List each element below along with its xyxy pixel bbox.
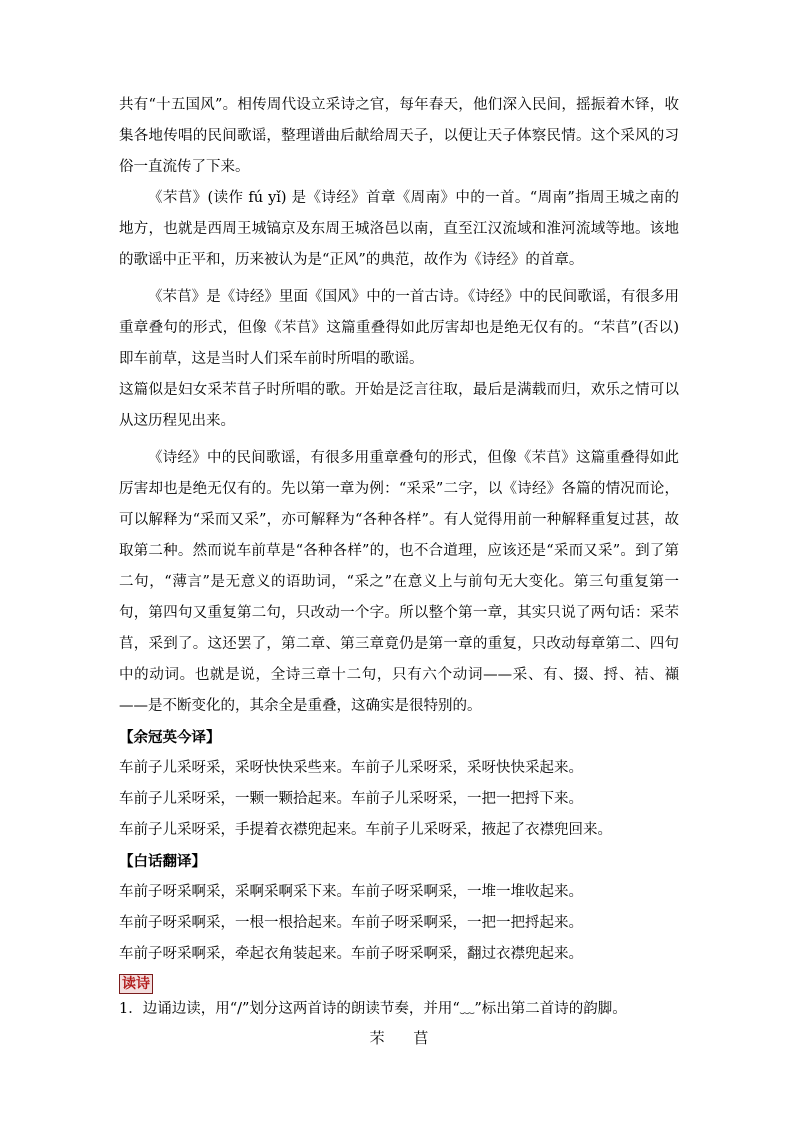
vernacular-translation-line: 车前子呀采啊采，采啊采啊采下来。车前子呀采啊采，一堆一堆收起来。	[119, 884, 583, 900]
read-poem-tag-row	[119, 973, 679, 995]
yu-translation-line: 车前子儿采呀采，采呀快快采些来。车前子儿采呀采，采呀快快采起来。	[119, 760, 583, 776]
paragraph-repetition-analysis: 《诗经》中的民间歌谣，有很多用重章叠句的形式，但像《芣苢》这篇重叠得如此厉害却也是绝无仅有的。先以第一章为例：“采采”二字，以《诗经》各篇的情况而论，可以解释为“采而又采”，亦可解释为“各种各样”。有人觉得用前一种解释重复过甚，故取第二种。然而说车前草是“各种各样”的，也不合道理，应该还是“采而又采”。到了第二句，“薄言”是无意义的语助词，“采之”在意义上与前句无大变化。第三句重复第一句，第四句又重复第二句，只改动一个字。所以整个第一章，其实只说了两句话：采芣苢，采到了。这还罢了，第二章、第三章竟仍是第一章的重复，只改动每章第二、四句中的动词。也就是说，全诗三章十二句，只有六个动词——采、有、掇、捋、袺、襭——是不断变化的，其余全是重叠，这确实是很特别的。	[119, 450, 679, 714]
paragraph-women-song: 这篇似是妇女采芣苢子时所唱的歌。开始是泛言往取，最后是满载而归，欢乐之情可以从这历程见出来。	[119, 382, 679, 429]
paragraph-fifteen-guofeng: 共有“十五国风”。相传周代设立采诗之官，每年春天，他们深入民间，摇振着木铎，收集各地传唱的民间歌谣，整理谱曲后献给周天子，以便让天子体察民情。这个采风的习俗一直流传了下来。	[119, 97, 679, 175]
document-content	[119, 90, 679, 1053]
paragraph-fuyi-intro: 《芣苢》(读作 fú yǐ) 是《诗经》首章《周南》中的一首。“周南”指周王城之南的地方，也就是西周王城镐京及东周王城洛邑以南，直至江汉流域和淮河流域等地。该地的歌谣中正平和，历来被认为是“正风”的典范，故作为《诗经》的首章。	[119, 190, 679, 268]
vernacular-translation-line: 车前子呀采啊采，牵起衣角装起来。车前子呀采啊采，翻过衣襟兜起来。	[119, 946, 583, 962]
read-poem-tag: 读诗	[119, 974, 153, 994]
yu-translation-line: 车前子儿采呀采，手提着衣襟兜起来。车前子儿采呀采，掖起了衣襟兜回来。	[119, 822, 612, 838]
yu-translation-line: 车前子儿采呀采，一颗一颗拾起来。车前子儿采呀采，一把一把捋下来。	[119, 791, 583, 807]
paragraph-fuyi-form: 《芣苢》是《诗经》里面《国风》中的一首古诗。《诗经》中的民间歌谣，有很多用重章叠句的形式，但像《芣苢》这篇重叠得如此厉害却也是绝无仅有的。“芣苢”(否以)即车前草，这是当时人们采车前时所唱的歌谣。	[119, 289, 679, 367]
poem-title: 芣 苢	[369, 1029, 441, 1047]
vernacular-translation-line: 车前子呀采啊采，一根一根拾起来。车前子呀采啊采，一把一把捋起来。	[119, 915, 583, 931]
heading-yu-translation: 【余冠英今译】	[119, 729, 221, 746]
question-1: 1．边诵边读，用“/”划分这两首诗的朗读节奏，并用“﹏”标出第二首诗的韵脚。	[119, 1001, 627, 1017]
heading-vernacular-translation: 【白话翻译】	[119, 853, 206, 870]
